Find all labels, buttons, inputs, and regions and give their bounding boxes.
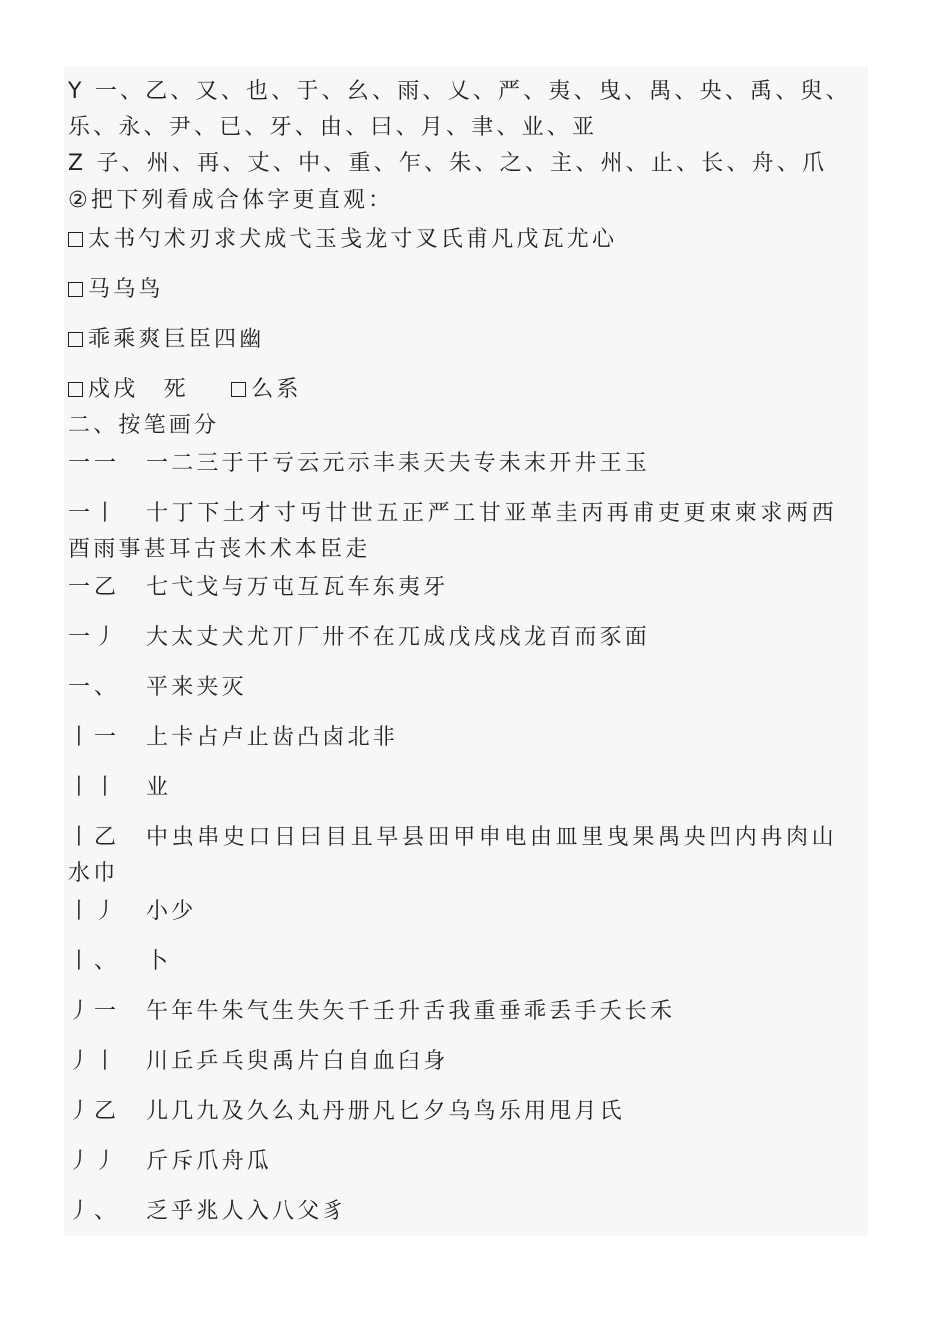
checkbox-square-icon: [68, 382, 83, 397]
stroke-chars: 中虫串史口日曰目且早县田甲申电由皿里曳果禺央凹内冉肉山: [146, 825, 838, 850]
stroke-row: [68, 570, 868, 606]
document-page: [64, 66, 868, 1236]
stroke-row: [68, 720, 868, 756]
section-heading-strokes: 二、按笔画分: [68, 413, 220, 438]
stroke-key: 丿、: [68, 1199, 121, 1224]
stroke-chars-continued: 水巾: [68, 861, 119, 886]
stroke-key: 丿丨: [68, 1049, 121, 1074]
stroke-key: 丿丿: [68, 1149, 121, 1174]
stroke-row: [68, 894, 868, 930]
stroke-chars-continued: 酉雨事甚耳古丧木术本臣走: [68, 537, 371, 562]
checkbox-line-3: 乖乘爽巨臣四幽: [68, 322, 868, 358]
stroke-key: 丿一: [68, 999, 121, 1024]
stroke-chars: 大太丈犬尤丌厂卅不在兀成戊戌戍龙百而豕面: [146, 625, 651, 650]
stroke-key: 丨、: [68, 949, 121, 974]
stroke-row: [68, 670, 868, 706]
stroke-chars: 川丘乒乓臾禹片白自血臼身: [146, 1049, 449, 1074]
stroke-row: [68, 1044, 868, 1080]
stroke-key: 一一: [68, 451, 121, 476]
checkbox-square-icon: [231, 382, 246, 397]
stroke-key: 一乙: [68, 575, 121, 600]
stroke-chars: 业: [146, 775, 172, 800]
checkbox-line-2: 马乌鸟: [68, 272, 868, 308]
stroke-chars: 上卡占卢止齿凸卤北非: [146, 725, 399, 750]
checkbox-square-icon: [68, 232, 83, 247]
stroke-row: [68, 1144, 868, 1180]
y-char-list-line-2: 乐、永、尹、已、牙、由、曰、月、聿、业、亚: [68, 115, 598, 140]
stroke-row: [68, 770, 868, 806]
stroke-row: [68, 446, 868, 482]
checkbox-line-1: 太书勺术刃求犬成弋玉戋龙寸叉氏甫凡戊瓦尤心: [68, 222, 868, 258]
stroke-chars: 七弋戈与万屯互瓦车东夷牙: [146, 575, 449, 600]
stroke-row: [68, 1194, 868, 1230]
stroke-chars: 小少: [146, 899, 197, 924]
stroke-key: 一丨: [68, 501, 121, 526]
checkbox-square-icon: [68, 332, 83, 347]
stroke-row: [68, 994, 868, 1030]
stroke-chars: 卜: [146, 949, 172, 974]
stroke-row: [68, 620, 868, 656]
y-char-list-line-1: Y 一、乙、又、也、于、幺、雨、乂、严、夷、曳、禺、央、禹、臾、: [68, 79, 851, 104]
stroke-chars: 斤斥爪舟瓜: [146, 1149, 273, 1174]
stroke-key: 丨丨: [68, 775, 121, 800]
compound-intro-text: ②把下列看成合体字更直观：: [68, 188, 394, 213]
checkbox-line-4: 戍戌 死 么系: [68, 372, 868, 408]
stroke-chars: 午年牛朱气生失矢千壬升舌我重垂乖丢手夭长禾: [146, 999, 676, 1024]
z-char-list-line: Z 子、州、再、丈、中、重、乍、朱、之、主、州、止、长、舟、爪: [68, 151, 828, 176]
checkbox-square-icon: [68, 282, 83, 297]
stroke-key: 丿乙: [68, 1099, 121, 1124]
stroke-chars: 十丁下土才寸丏廿世五正严工甘亚革圭丙再甫吏更束柬求两西: [146, 501, 838, 526]
stroke-key: 一丿: [68, 625, 121, 650]
stroke-chars: 乏乎兆人入八父豸: [146, 1199, 348, 1224]
stroke-row: [68, 496, 868, 532]
stroke-key: 丨乙: [68, 825, 121, 850]
stroke-row-continuation: [68, 856, 868, 892]
stroke-chars: 平来夹灭: [146, 675, 247, 700]
stroke-chars: 一二三于干亏云元示丰耒天夫专未末开井王玉: [146, 451, 651, 476]
stroke-key: 丨丿: [68, 899, 121, 924]
stroke-key: 一、: [68, 675, 121, 700]
stroke-key: 丨一: [68, 725, 121, 750]
stroke-row: [68, 944, 868, 980]
stroke-row-continuation: [68, 532, 868, 568]
stroke-row: [68, 820, 868, 856]
stroke-chars: 儿几九及久么丸丹册凡匕夕乌鸟乐用甩月氏: [146, 1099, 625, 1124]
stroke-row: [68, 1094, 868, 1130]
